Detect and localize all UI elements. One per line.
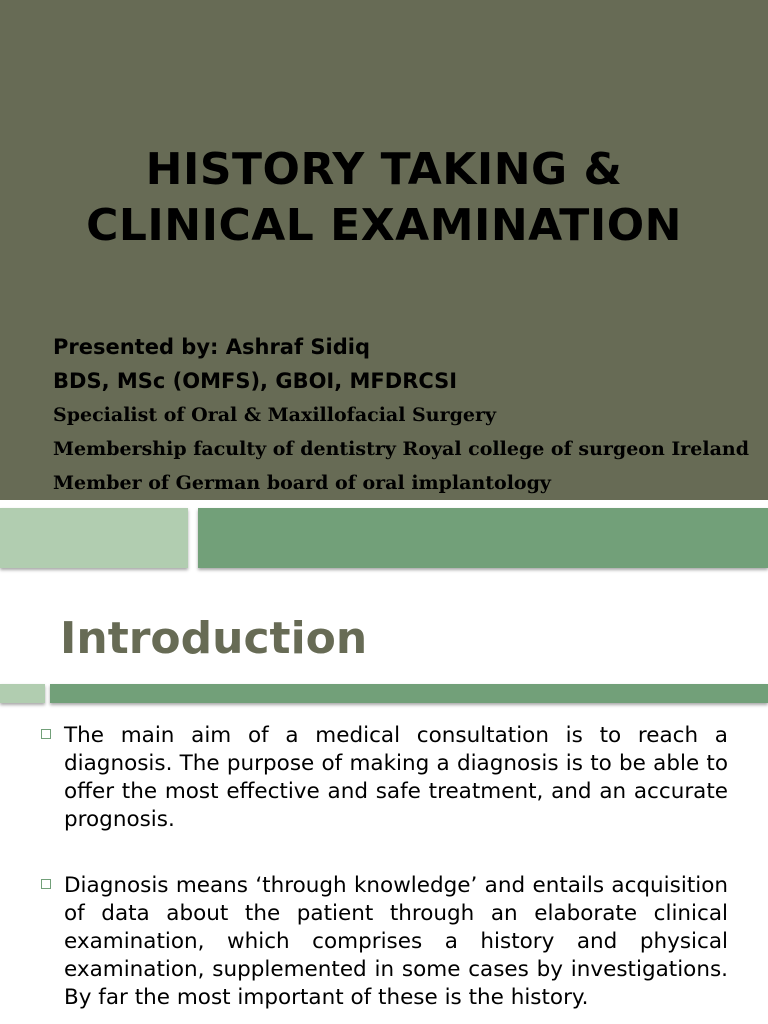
hollow-square-bullet-icon <box>41 729 51 739</box>
decorative-bar-green <box>198 508 768 568</box>
presenter-block <box>53 330 753 500</box>
presenter-role-3: Member of German board of oral implantology <box>53 472 551 494</box>
presenter-name: Presented by: Ashraf Sidiq <box>53 335 370 359</box>
presenter-degrees: BDS, MSc (OMFS), GBOI, MFDRCSI <box>53 369 458 393</box>
list-item <box>40 722 728 834</box>
title-slide <box>0 0 768 500</box>
presenter-role-1: Specialist of Oral & Maxillofacial Surgery <box>53 404 497 426</box>
introduction-heading: Introduction <box>60 613 368 664</box>
slide-title-line-1: HISTORY TAKING & <box>145 144 623 195</box>
hollow-square-bullet-icon <box>41 879 51 889</box>
decorative-bar-light-small <box>0 684 45 703</box>
bullet-text: Diagnosis means ‘through knowledge’ and entails acquisition of data about the patient through an elaborate clinical examination, which comprises a history and physical examination, supplemented in some cases by investigations. By far the most important of these is the history. <box>64 873 728 1010</box>
decorative-bar-green-long <box>50 684 768 703</box>
slide-title <box>0 142 768 254</box>
slide-title-line-2: CLINICAL EXAMINATION <box>86 200 682 251</box>
presenter-role-2: Membership faculty of dentistry Royal college of surgeon Ireland <box>53 438 750 460</box>
list-item <box>40 872 728 1012</box>
bullet-text: The main aim of a medical consultation is to reach a diagnosis. The purpose of making a diagnosis is to be able to offer the most effective and safe treatment, and an accurate prognosis. <box>64 723 728 832</box>
bullet-list <box>40 722 728 1024</box>
decorative-bar-light <box>0 508 188 568</box>
